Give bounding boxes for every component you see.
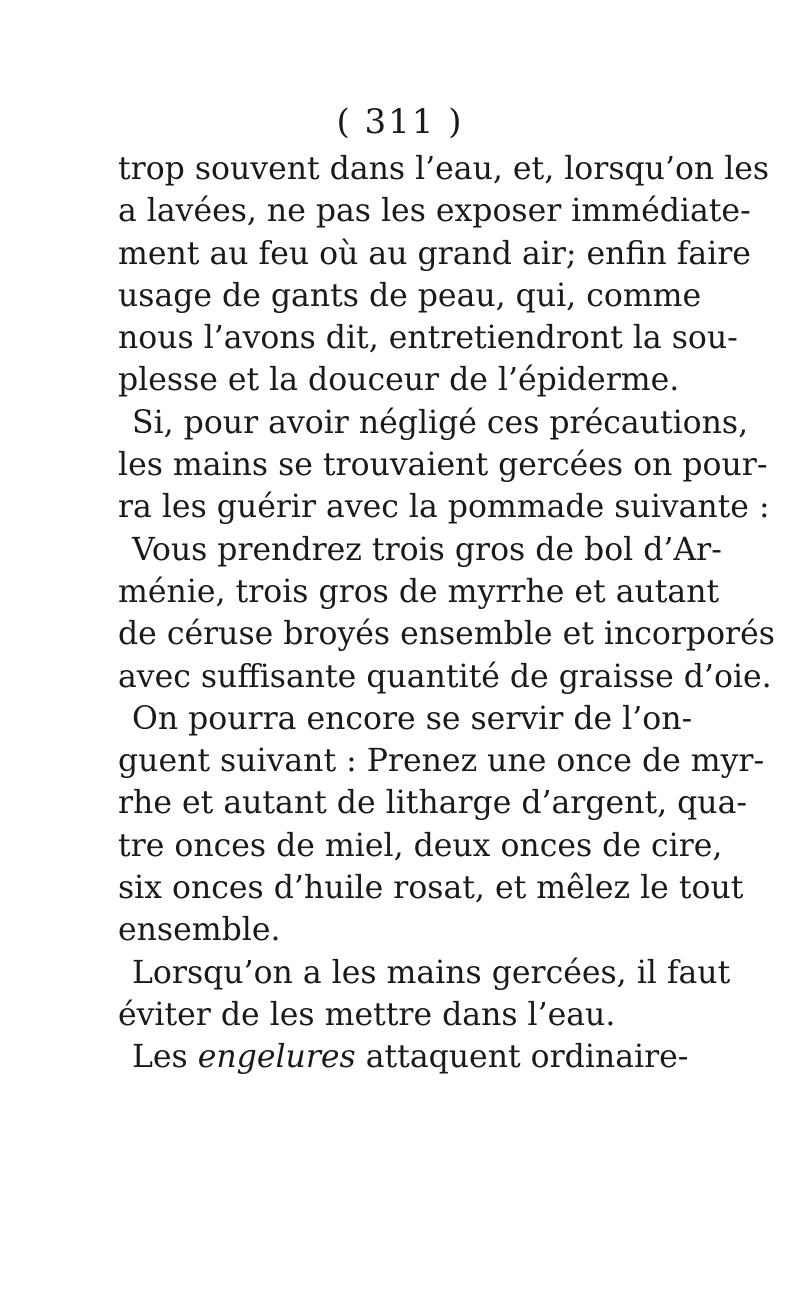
text-line: rhe et autant de litharge d’argent, qua- bbox=[118, 785, 748, 822]
text-line: a lavées, ne pas les exposer immédiate- bbox=[118, 193, 751, 230]
text-line: Lorsqu’on a les mains gercées, il faut bbox=[132, 954, 731, 991]
page-number: ( 311 ) bbox=[336, 102, 464, 142]
text-line: ment au feu où au grand air; enfin faire bbox=[118, 235, 751, 272]
text-line: avec suffisante quantité de graisse d’oie. bbox=[118, 658, 772, 695]
text-line: éviter de les mettre dans l’eau. bbox=[118, 996, 616, 1033]
text-line: ensemble. bbox=[118, 912, 281, 949]
text-line: tre onces de miel, deux onces de cire, bbox=[118, 827, 723, 864]
text-line: usage de gants de peau, qui, comme bbox=[118, 277, 702, 314]
text-line: On pourra encore se servir de l’on- bbox=[132, 700, 693, 737]
text-line: nous l’avons dit, entretiendront la sou- bbox=[118, 320, 738, 357]
text-line: plesse et la douceur de l’épiderme. bbox=[118, 362, 680, 399]
final-line-italic: engelures bbox=[197, 1039, 356, 1076]
text-line: de céruse broyés ensemble et incorporés bbox=[118, 616, 775, 653]
final-line-after: attaquent ordinaire- bbox=[355, 1039, 689, 1076]
text-lines bbox=[118, 148, 775, 1036]
final-line-before: Les bbox=[132, 1039, 198, 1076]
text-line: ménie, trois gros de myrrhe et autant bbox=[118, 573, 720, 610]
text-line: guent suivant : Prenez une once de myr- bbox=[118, 743, 765, 780]
body-text bbox=[118, 148, 775, 1079]
text-line: les mains se trouvaient gercées on pour- bbox=[118, 447, 768, 484]
text-line: six onces d’huile rosat, et mêlez le tout bbox=[118, 870, 744, 907]
text-line-final bbox=[118, 1036, 689, 1078]
text-line: trop souvent dans l’eau, et, lorsqu’on les bbox=[118, 151, 770, 187]
text-line: Si, pour avoir négligé ces précautions, bbox=[132, 404, 749, 441]
text-line: Vous prendrez trois gros de bol d’Ar- bbox=[132, 531, 722, 568]
text-line: ra les guérir avec la pommade suivante : bbox=[118, 489, 770, 526]
